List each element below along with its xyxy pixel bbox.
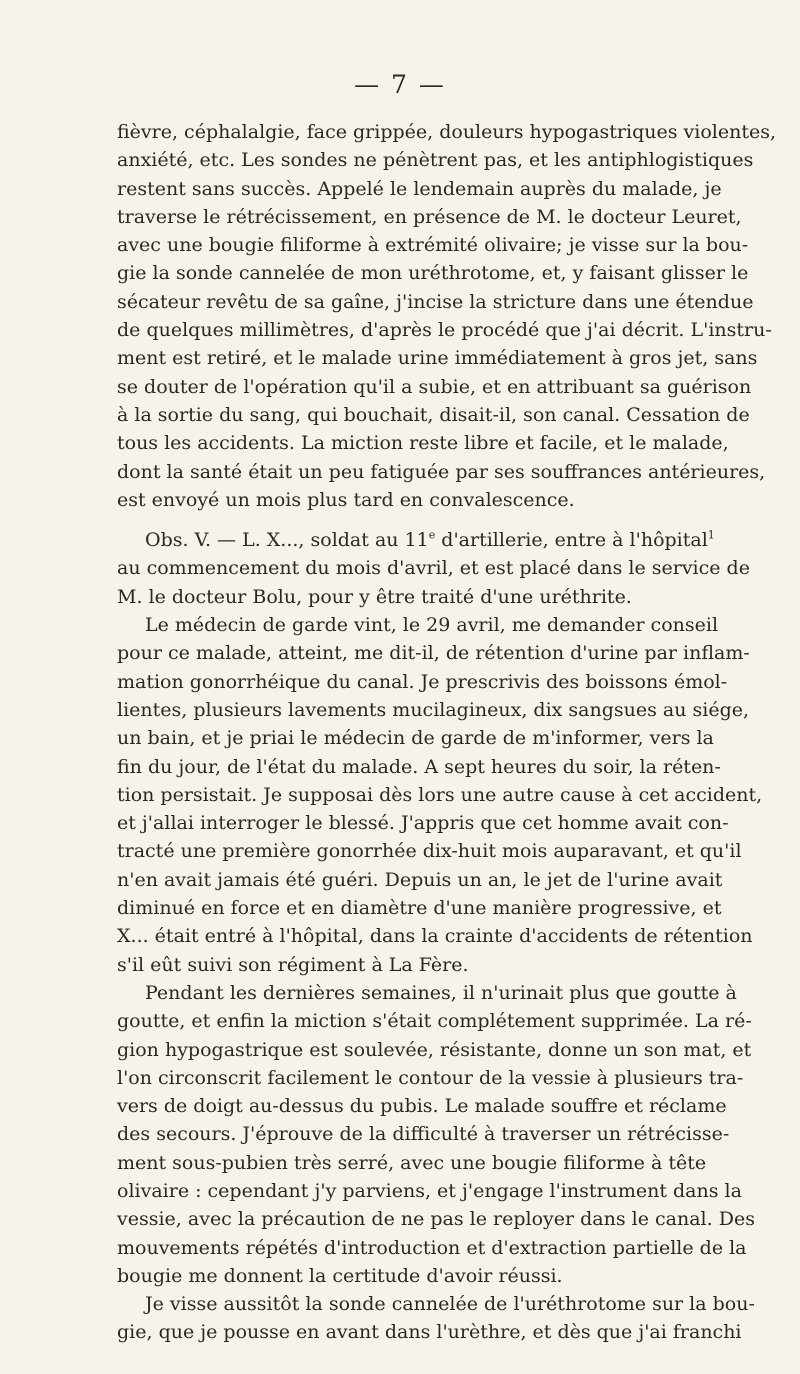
text-line: restent sans succès. Appelé le lendemain auprès du malade, je — [117, 177, 722, 200]
text-line: Le médecin de garde vint, le 29 avril, me demander conseil — [145, 614, 719, 637]
text-line: est envoyé un mois plus tard en convalescence. — [117, 488, 575, 511]
text-line: n'en avait jamais été guéri. Depuis un an, le jet de l'urine avait — [117, 868, 723, 891]
text-line: fin du jour, de l'état du malade. A sept heures du soir, la réten- — [117, 755, 721, 778]
text-line: X... était entré à l'hôpital, dans la crainte d'accidents de rétention — [117, 925, 753, 948]
text-line: Je visse aussitôt la sonde cannelée de l'uréthrotome sur la bou- — [145, 1293, 755, 1316]
text-line: goutte, et enfin la miction s'était complétement supprimée. La ré- — [117, 1010, 752, 1033]
footnote-mark: 1 — [707, 528, 715, 542]
text-line: au commencement du mois d'avril, et est placé dans le service de — [117, 557, 750, 580]
paragraph-3 — [117, 611, 763, 979]
observation-5 — [117, 526, 750, 611]
text-line: gion hypogastrique est soulevée, résistante, donne un son mat, et — [117, 1038, 752, 1061]
text-line: et j'allai interroger le blessé. J'appris que cet homme avait con- — [117, 812, 729, 835]
text-line: M. le docteur Bolu, pour y être traité d'une uréthrite. — [117, 585, 632, 608]
text-line: ment est retiré, et le malade urine immédiatement à gros jet, sans — [117, 347, 758, 370]
text-line: anxiété, etc. Les sondes ne pénètrent pas, et les antiphlogistiques — [117, 149, 754, 172]
text-line: mouvements répétés d'introduction et d'extraction partielle de la — [117, 1236, 747, 1259]
page-number: — 7 — — [354, 70, 446, 99]
text-line: sécateur revêtu de sa gaîne, j'incise la stricture dans une étendue — [117, 290, 754, 313]
text-line: vers de doigt au-dessus du pubis. Le malade souffre et réclame — [117, 1095, 727, 1118]
text-line: des secours. J'éprouve de la difficulté à traverser un rétrécisse- — [117, 1123, 730, 1146]
text-line: mation gonorrhéique du canal. Je prescrivis des boissons émol- — [117, 670, 728, 693]
text-line: se douter de l'opération qu'il a subie, et en attribuant sa guérison — [117, 375, 752, 398]
text-line: dont la santé était un peu fatiguée par ses souffrances antérieures, — [117, 460, 766, 483]
obs-heading-text-end: d'artillerie, entre à l'hôpital — [435, 529, 708, 552]
text-line: à la sortie du sang, qui bouchait, disait-il, son canal. Cessation de — [117, 403, 750, 426]
text-line: l'on circonscrit facilement le contour de la vessie à plusieurs tra- — [117, 1066, 744, 1089]
text-line: vessie, avec la précaution de ne pas le reployer dans le canal. Des — [117, 1208, 755, 1231]
text-line: avec une bougie filiforme à extrémité olivaire; je visse sur la bou- — [117, 234, 749, 257]
text-line: Pendant les dernières semaines, il n'urinait plus que goutte à — [145, 981, 737, 1004]
text-line: bougie me donnent la certitude d'avoir réussi. — [117, 1264, 563, 1287]
text-line: pour ce malade, atteint, me dit-il, de rétention d'urine par inflam- — [117, 642, 750, 665]
text-line: de quelques millimètres, d'après le procédé que j'ai décrit. L'instru- — [117, 319, 772, 342]
text-line: gie la sonde cannelée de mon uréthrotome, et, y faisant glisser le — [117, 262, 749, 285]
text-line: tous les accidents. La miction reste libre et facile, et le malade, — [117, 432, 729, 455]
text-line: s'il eût suivi son régiment à La Fère. — [117, 953, 469, 976]
text-line: fièvre, céphalalgie, face grippée, douleurs hypogastriques violentes, — [117, 121, 776, 143]
text-line: tion persistait. Je supposai dès lors une autre cause à cet accident, — [117, 783, 763, 806]
paragraph-4 — [117, 979, 755, 1290]
text-line: ment sous-pubien très serré, avec une bougie filiforme à tête — [117, 1151, 707, 1174]
text-line: diminué en force et en diamètre d'une manière progressive, et — [117, 897, 722, 920]
body-text — [117, 118, 776, 1347]
obs-heading-text: Obs. V. — L. X..., soldat au 11 — [145, 529, 429, 552]
observation-heading-line — [117, 526, 715, 554]
text-line: lientes, plusieurs lavements mucilagineux, dix sangsues au siége, — [117, 698, 750, 721]
text-line: un bain, et je priai le médecin de garde de m'informer, vers la — [117, 727, 714, 750]
paragraph-5 — [117, 1290, 755, 1347]
text-line: olivaire : cependant j'y parviens, et j'engage l'instrument dans la — [117, 1179, 742, 1202]
text-line: gie, que je pousse en avant dans l'urèthre, et dès que j'ai franchi — [117, 1321, 742, 1344]
ordinal-superscript: e — [428, 528, 436, 542]
text-line: traverse le rétrécissement, en présence de M. le docteur Leuret, — [117, 205, 742, 228]
paragraph-1 — [117, 118, 776, 514]
text-line: tracté une première gonorrhée dix-huit mois auparavant, et qu'il — [117, 840, 742, 863]
